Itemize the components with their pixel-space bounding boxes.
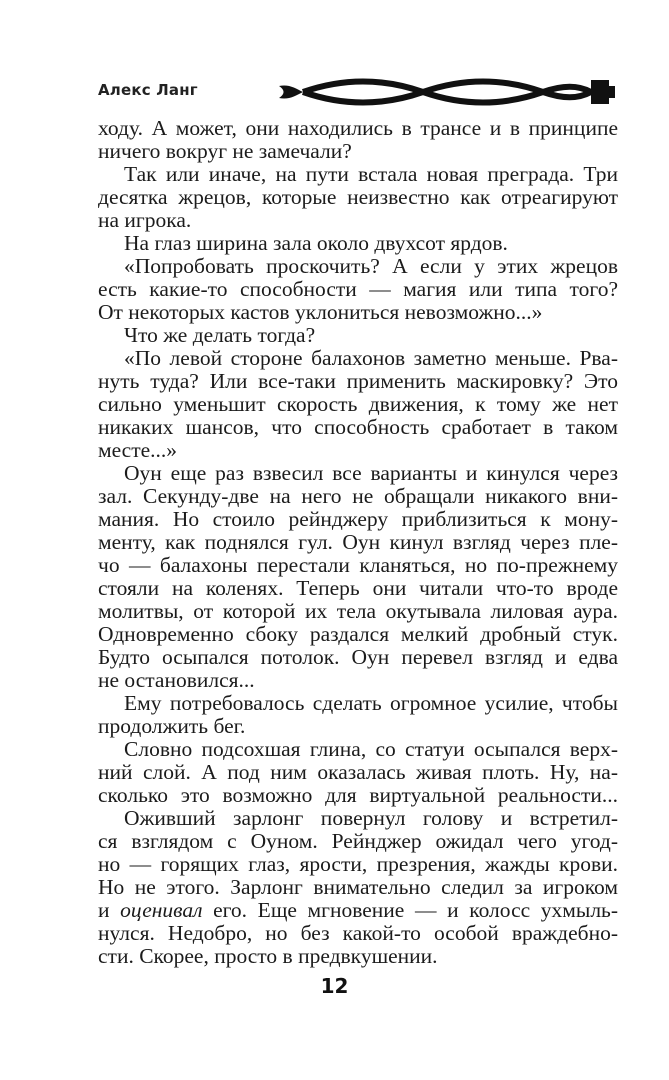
text-line: менту, как поднялся гул. Оун кинул взгляд через пле- [98, 530, 618, 554]
text-line: От некоторых кастов уклониться невозможно...» [98, 300, 543, 324]
text-line: мания. Но стоило рейнджеру приблизиться к мону- [98, 507, 618, 531]
text-line: десятка жрецов, которые неизвестно как отреагируют [98, 185, 618, 209]
text-line: на игрока. [98, 208, 192, 232]
text-line: Словно подсохшая глина, со статуи осыпался верх- [124, 737, 618, 761]
text-line: Что же делать тогда? [124, 323, 316, 347]
text-fragment: и [98, 898, 110, 922]
running-header [98, 76, 618, 108]
text-line: ся взглядом с Оуном. Рейнджер ожидал чего угод- [98, 829, 618, 853]
text-line [98, 899, 618, 922]
text-line: стояли на коленях. Теперь они читали что-то вроде [98, 576, 618, 600]
text-line: зал. Секунду-две на него не обращали никакого вни- [98, 484, 618, 508]
text-line: но — горящих глаз, ярости, презрения, жажды крови. [98, 852, 618, 876]
text-line: Ему потребовалось сделать огромное усилие, чтобы [124, 691, 618, 715]
text-line: «Попробовать проскочить? А если у этих жрецов [124, 254, 618, 278]
text-line: месте...» [98, 438, 178, 462]
text-line: никаких шансов, что способность сработает в таком [98, 415, 618, 439]
text-line: нуть туда? Или все-таки применить маскировку? Это [98, 369, 618, 393]
text-line: Так или иначе, на пути встала новая преграда. Три [124, 162, 618, 186]
text-line: ний слой. А под ним оказалась живая плоть. Ну, на- [98, 760, 618, 784]
text-line: сти. Скорее, просто в предвкушении. [98, 944, 438, 968]
text-line: ходу. А может, они находились в трансе и в принципе [98, 116, 618, 140]
text-line: сколько это возможно для виртуальной реальности... [98, 783, 618, 807]
text-line: нулся. Недобро, но без какой-то особой враждебно- [98, 921, 618, 945]
text-line: Но не этого. Зарлонг внимательно следил за игроком [98, 875, 618, 899]
text-fragment: его. Еще мгновение — и колосс ухмыль- [213, 898, 619, 922]
page-body-text [98, 117, 618, 968]
text-line: На глаз ширина зала около двухсот ярдов. [124, 231, 508, 255]
text-line: «По левой стороне балахонов заметно меньше. Рва- [124, 346, 618, 370]
italic-word: оценивал [120, 898, 203, 922]
text-line: есть какие-то способности — магия или типа того? [98, 277, 618, 301]
text-line: продолжить бег. [98, 714, 246, 738]
page-number: 12 [320, 974, 349, 998]
text-line: сильно уменьшит скорость движения, к тому же нет [98, 392, 618, 416]
header-ornament [273, 76, 618, 108]
text-line: не остановился... [98, 668, 255, 692]
text-line: Будто осыпался потолок. Оун перевел взгляд и едва [98, 645, 618, 669]
author-name: Алекс Ланг [98, 81, 198, 99]
text-line: ничего вокруг не замечали? [98, 139, 352, 163]
text-line: чо — балахоны перестали кланяться, но по-прежнему [98, 553, 618, 577]
text-line: молитвы, от которой их тела окутывала лиловая аура. [98, 599, 618, 623]
text-line: Оживший зарлонг повернул голову и встретил- [124, 806, 618, 830]
text-line: Одновременно сбоку раздался мелкий дробный стук. [98, 622, 618, 646]
text-line: Оун еще раз взвесил все варианты и кинулся через [124, 461, 618, 485]
